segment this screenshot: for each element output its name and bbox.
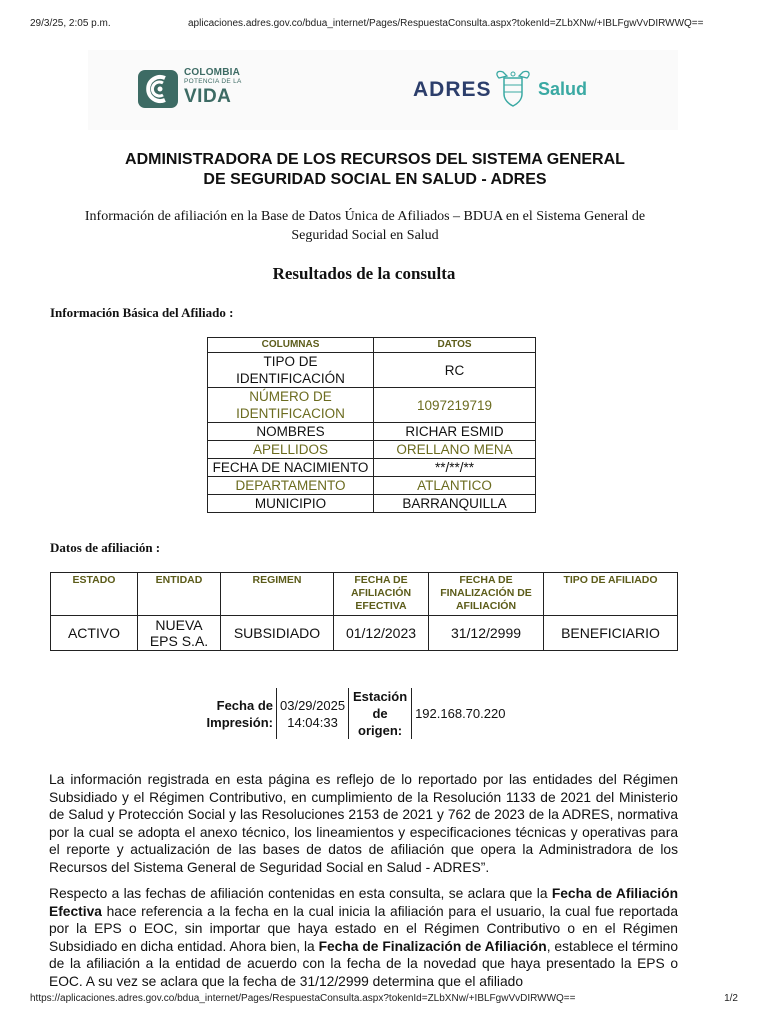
table-cell: APELLIDOS: [208, 441, 374, 459]
print-footer: [30, 993, 738, 1004]
print-datetime: 29/3/25, 2:05 p.m.: [30, 18, 111, 29]
table-header-row: [208, 338, 536, 353]
table-cell: NÚMERO DE IDENTIFICACION: [208, 388, 374, 423]
column-header: FECHA DE FINALIZACIÓN DE AFILIACIÓN: [429, 573, 544, 616]
table-cell: DEPARTAMENTO: [208, 477, 374, 495]
table-cell: NUEVA EPS S.A.: [138, 616, 221, 651]
column-header: ESTADO: [51, 573, 138, 616]
colombia-logo-line2: POTENCIA DE LA: [184, 78, 242, 85]
table-cell: **/**/**: [374, 459, 536, 477]
print-date-label: Fecha de Impresión:: [206, 697, 273, 730]
table-row: [51, 616, 678, 651]
print-info-table: [200, 688, 508, 739]
subtitle-line-2: Seguridad Social en Salud: [291, 228, 439, 243]
colombia-logo: [138, 68, 248, 110]
salud-wordmark: Salud: [538, 79, 588, 99]
results-heading: Resultados de la consulta: [272, 264, 456, 283]
table-cell: FECHA DE NACIMIENTO: [208, 459, 374, 477]
table-row: [208, 353, 536, 388]
table-row: [208, 477, 536, 495]
adres-salud-logo: [413, 68, 603, 110]
colombia-logo-line3: VIDA: [184, 85, 232, 107]
emphasis-text: Fecha de Afiliación Efectiva: [49, 886, 678, 919]
table-cell: ORELLANO MENA: [374, 441, 536, 459]
colombia-emblem-icon: [138, 70, 178, 108]
table-cell: ATLANTICO: [374, 477, 536, 495]
column-header: DATOS: [374, 338, 536, 353]
column-header: COLUMNAS: [208, 338, 374, 353]
column-header: ENTIDAD: [138, 573, 221, 616]
table-cell: BARRANQUILLA: [374, 495, 536, 513]
basic-info-table: [207, 337, 536, 513]
table-row: [200, 688, 508, 739]
logo-banner: [88, 50, 678, 130]
date-clarification-paragraph: [49, 885, 678, 990]
affiliation-data-label: Datos de afiliación :: [50, 540, 161, 555]
legal-notice-paragraph: La información registrada en esta página es reflejo de lo reportado por las entidades del Régimen Subsidiado y el Régimen Contributivo, en cumplimiento de la Resolución 1133 de 2021 del Ministerio de Salud y Protección Social y las Resoluciones 2153 de 2021 y 762 de 2023 de la ADRES, normativa por la cual se adopta el anexo técnico, los lineamientos y especificaciones técnicas y operativas para el reporte y actualización de las bases de datos de afiliación que opera la Administradora de los Recursos del Sistema General de Seguridad Social en Salud - ADRES”.: [49, 772, 678, 875]
affiliation-table: [50, 572, 678, 651]
page-number: 1/2: [724, 993, 738, 1004]
emphasis-text: Fecha de Finalización de Afiliación: [318, 938, 547, 954]
table-cell: 01/12/2023: [334, 616, 429, 651]
page-subtitle: [55, 207, 675, 245]
subtitle-line-1: Información de afiliación en la Base de Datos Única de Afiliados – BDUA en el Sistema General de: [84, 209, 646, 224]
print-date-value: [277, 688, 349, 739]
table-row: [208, 388, 536, 423]
table-row: [208, 423, 536, 441]
table-cell: ACTIVO: [51, 616, 138, 651]
print-time: 14:04:33: [287, 714, 338, 730]
print-url: aplicaciones.adres.gov.co/bdua_internet/Pages/RespuestaConsulta.aspx?tokenId=ZLbXNw/+IBLFgwVvDIRWWQ==: [188, 18, 704, 29]
column-header: REGIMEN: [221, 573, 334, 616]
basic-info-label: Información Básica del Afiliado :: [50, 305, 234, 320]
title-line-2: DE SEGURIDAD SOCIAL EN SALUD - ADRES: [203, 171, 547, 188]
print-date: 03/29/2025: [280, 697, 346, 713]
footer-url: https://aplicaciones.adres.gov.co/bdua_internet/Pages/RespuestaConsulta.aspx?tokenId=ZLbXNw/+IBLFgwVvDIRWWQ==: [30, 993, 576, 1004]
table-row: [208, 459, 536, 477]
table-row: [208, 495, 536, 513]
colombia-logo-line1: COLOMBIA: [184, 67, 241, 78]
table-cell: BENEFICIARIO: [544, 616, 678, 651]
table-row: [208, 441, 536, 459]
table-cell: 1097219719: [374, 388, 536, 423]
table-cell: 31/12/2999: [429, 616, 544, 651]
column-header: FECHA DE AFILIACIÓN EFECTIVA: [334, 573, 429, 616]
table-header-row: [51, 573, 678, 616]
table-cell: MUNICIPIO: [208, 495, 374, 513]
adres-wordmark: ADRES: [413, 78, 492, 101]
text-segment: hace referencia a la fecha en la cual inicia la afiliación para el usuario, la cual fue reportada por la EPS o EOC, sin importar que haya estado en el Régimen Contributivo o en el Régimen Subsidiado en dicha entidad. Ahora bien, la: [49, 903, 678, 954]
origin-station-label: Estación de origen:: [349, 688, 412, 739]
text-segment: , establece el término de la afiliación a la entidad de acuerdo con la fecha de la novedad que haya presentado la EPS o EOC. A su vez se aclara que la fecha de 31/12/2999 determina que el afiliado: [49, 938, 678, 989]
table-cell: RC: [374, 353, 536, 388]
coat-of-arms-icon: [493, 68, 533, 110]
table-cell: TIPO DE IDENTIFICACIÓN: [208, 353, 374, 388]
text-segment: Respecto a las fechas de afiliación contenidas en esta consulta, se aclara que la: [49, 886, 552, 901]
page-title: [60, 150, 690, 190]
column-header: TIPO DE AFILIADO: [544, 573, 678, 616]
origin-station-value: 192.168.70.220: [412, 688, 509, 739]
table-cell: SUBSIDIADO: [221, 616, 334, 651]
table-cell: NOMBRES: [208, 423, 374, 441]
table-cell: RICHAR ESMID: [374, 423, 536, 441]
title-line-1: ADMINISTRADORA DE LOS RECURSOS DEL SISTEMA GENERAL: [125, 151, 625, 168]
